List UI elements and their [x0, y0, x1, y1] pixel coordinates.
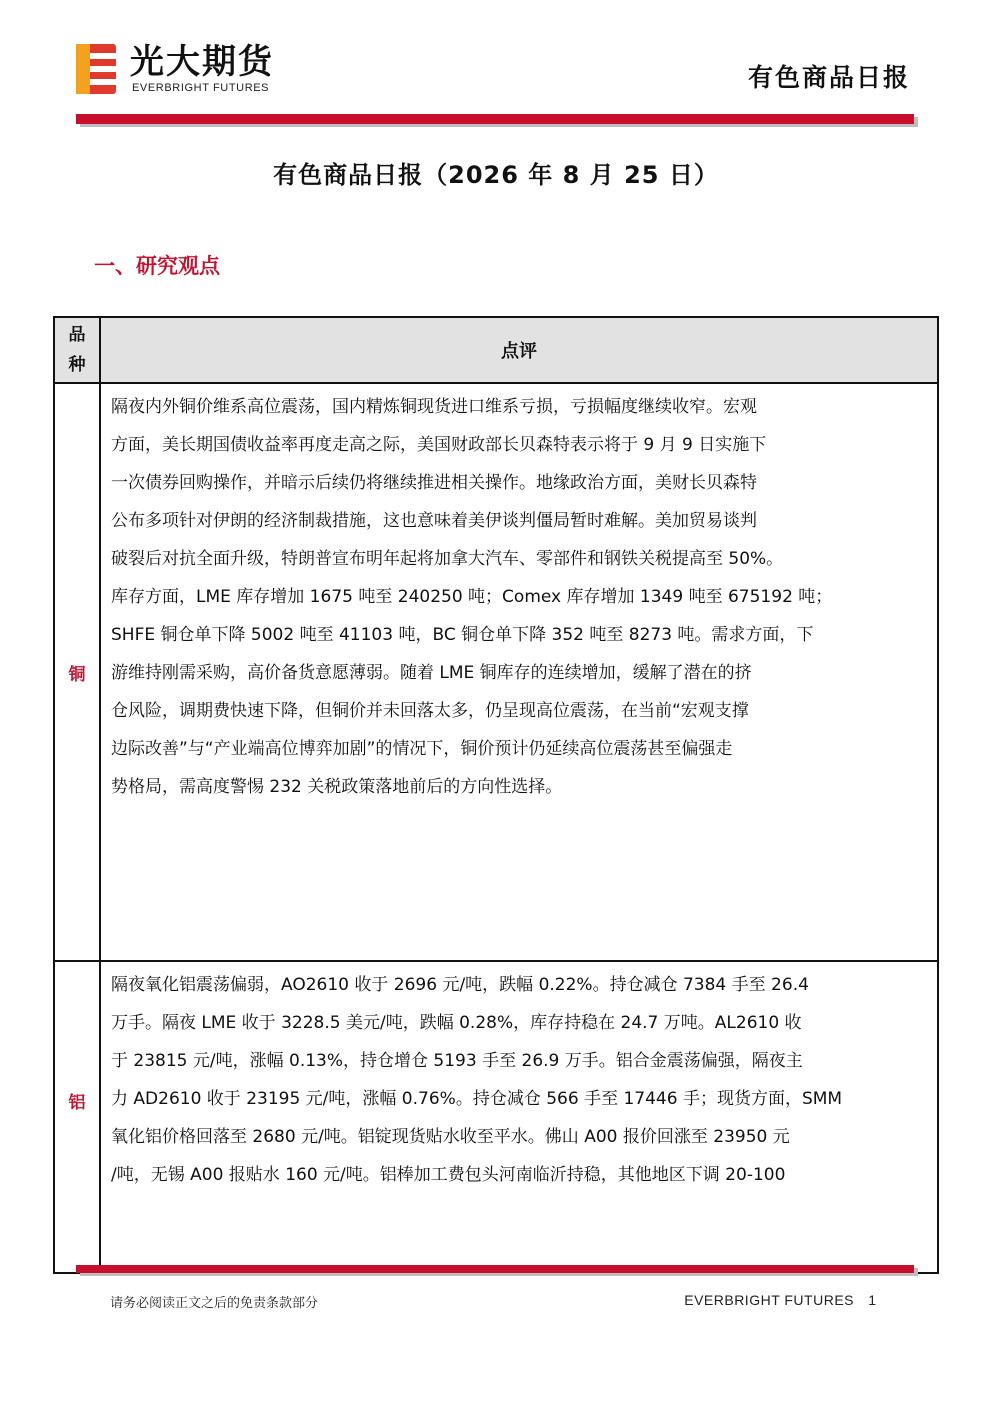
comment-aluminum: [101, 962, 937, 1270]
footer-company: EVERBRIGHT FUTURES: [684, 1292, 854, 1308]
text-line: 氧化铝价格回落至 2680 元/吨。铝锭现货贴水收至平水。佛山 A00 报价回涨至 23950 元: [111, 1127, 790, 1147]
research-table: [53, 316, 939, 1274]
variety-label-aluminum: 铝: [55, 962, 101, 1270]
table-row-copper: [55, 384, 937, 962]
column-header-comment: 点评: [501, 341, 537, 362]
text-line: 隔夜氧化铝震荡偏弱，AO2610 收于 2696 元/吨，跌幅 0.22%。持仓减仓 7384 手至 26.4: [111, 975, 809, 995]
header-report-name: 有色商品日报: [747, 63, 910, 92]
text-line: 隔夜内外铜价维系高位震荡，国内精炼铜现货进口维系亏损，亏损幅度继续收窄。宏观: [111, 397, 757, 417]
table-row-aluminum: [55, 962, 937, 1270]
header-divider: [76, 114, 914, 124]
column-header-variety: 品种: [55, 318, 101, 382]
text-line: 一次债券回购操作，并暗示后续仍将继续推进相关操作。地缘政治方面，美财长贝森特: [111, 473, 757, 493]
text-line: 游维持刚需采购，高价备货意愿薄弱。随着 LME 铜库存的连续增加，缓解了潜在的挤: [111, 663, 752, 683]
footer-divider: [76, 1265, 914, 1273]
variety-label-copper: 铜: [55, 384, 101, 960]
footer-disclaimer: 请务必阅读正文之后的免责条款部分: [110, 1296, 319, 1311]
page-title: 有色商品日报（2026 年 8 月 25 日）: [273, 161, 719, 189]
comment-copper: [101, 384, 937, 960]
text-line: 破裂后对抗全面升级，特朗普宣布明年起将加拿大汽车、零部件和钢铁关税提高至 50%。: [111, 549, 784, 569]
text-line: 库存方面，LME 库存增加 1675 吨至 240250 吨；Comex 库存增加 1349 吨至 675192 吨；: [111, 587, 833, 607]
text-line: 势格局，需高度警惕 232 关税政策落地前后的方向性选择。: [111, 777, 563, 797]
section-heading: 一、研究观点: [94, 254, 220, 278]
text-line: 于 23815 元/吨，涨幅 0.13%，持仓增仓 5193 手至 26.9 万手。铝合金震荡偏强，隔夜主: [111, 1051, 803, 1071]
text-line: 公布多项针对伊朗的经济制裁措施，这也意味着美伊谈判僵局暂时难解。美加贸易谈判: [111, 511, 757, 531]
text-line: 边际改善”与“产业端高位博弈加剧”的情况下，铜价预计仍延续高位震荡甚至偏强走: [111, 739, 733, 759]
text-line: 万手。隔夜 LME 收于 3228.5 美元/吨，跌幅 0.28%，库存持稳在 24.7 万吨。AL2610 收: [111, 1013, 802, 1033]
table-header: [55, 318, 937, 384]
text-line: 仓风险，调期费快速下降，但铜价并未回落太多，仍呈现高位震荡，在当前“宏观支撑: [111, 701, 749, 721]
page-number: 1: [868, 1292, 876, 1308]
text-line: 力 AD2610 收于 23195 元/吨，涨幅 0.76%。持仓减仓 566 手至 17446 手；现货方面，SMM: [111, 1089, 843, 1109]
text-line: SHFE 铜仓单下降 5002 吨至 41103 吨，BC 铜仓单下降 352 吨至 8273 吨。需求方面，下: [111, 625, 814, 645]
brand-name-en: EVERBRIGHT FUTURES: [132, 82, 270, 94]
brand-name-cn: 光大期货: [130, 42, 274, 82]
text-line: 方面，美长期国债收益率再度走高之际，美国财政部长贝森特表示将于 9 月 9 日实施下: [111, 435, 767, 455]
everbright-logo-icon: [76, 40, 120, 98]
text-line: /吨，无锡 A00 报贴水 160 元/吨。铝棒加工费包头河南临沂持稳，其他地区下调 20-100: [111, 1165, 786, 1185]
